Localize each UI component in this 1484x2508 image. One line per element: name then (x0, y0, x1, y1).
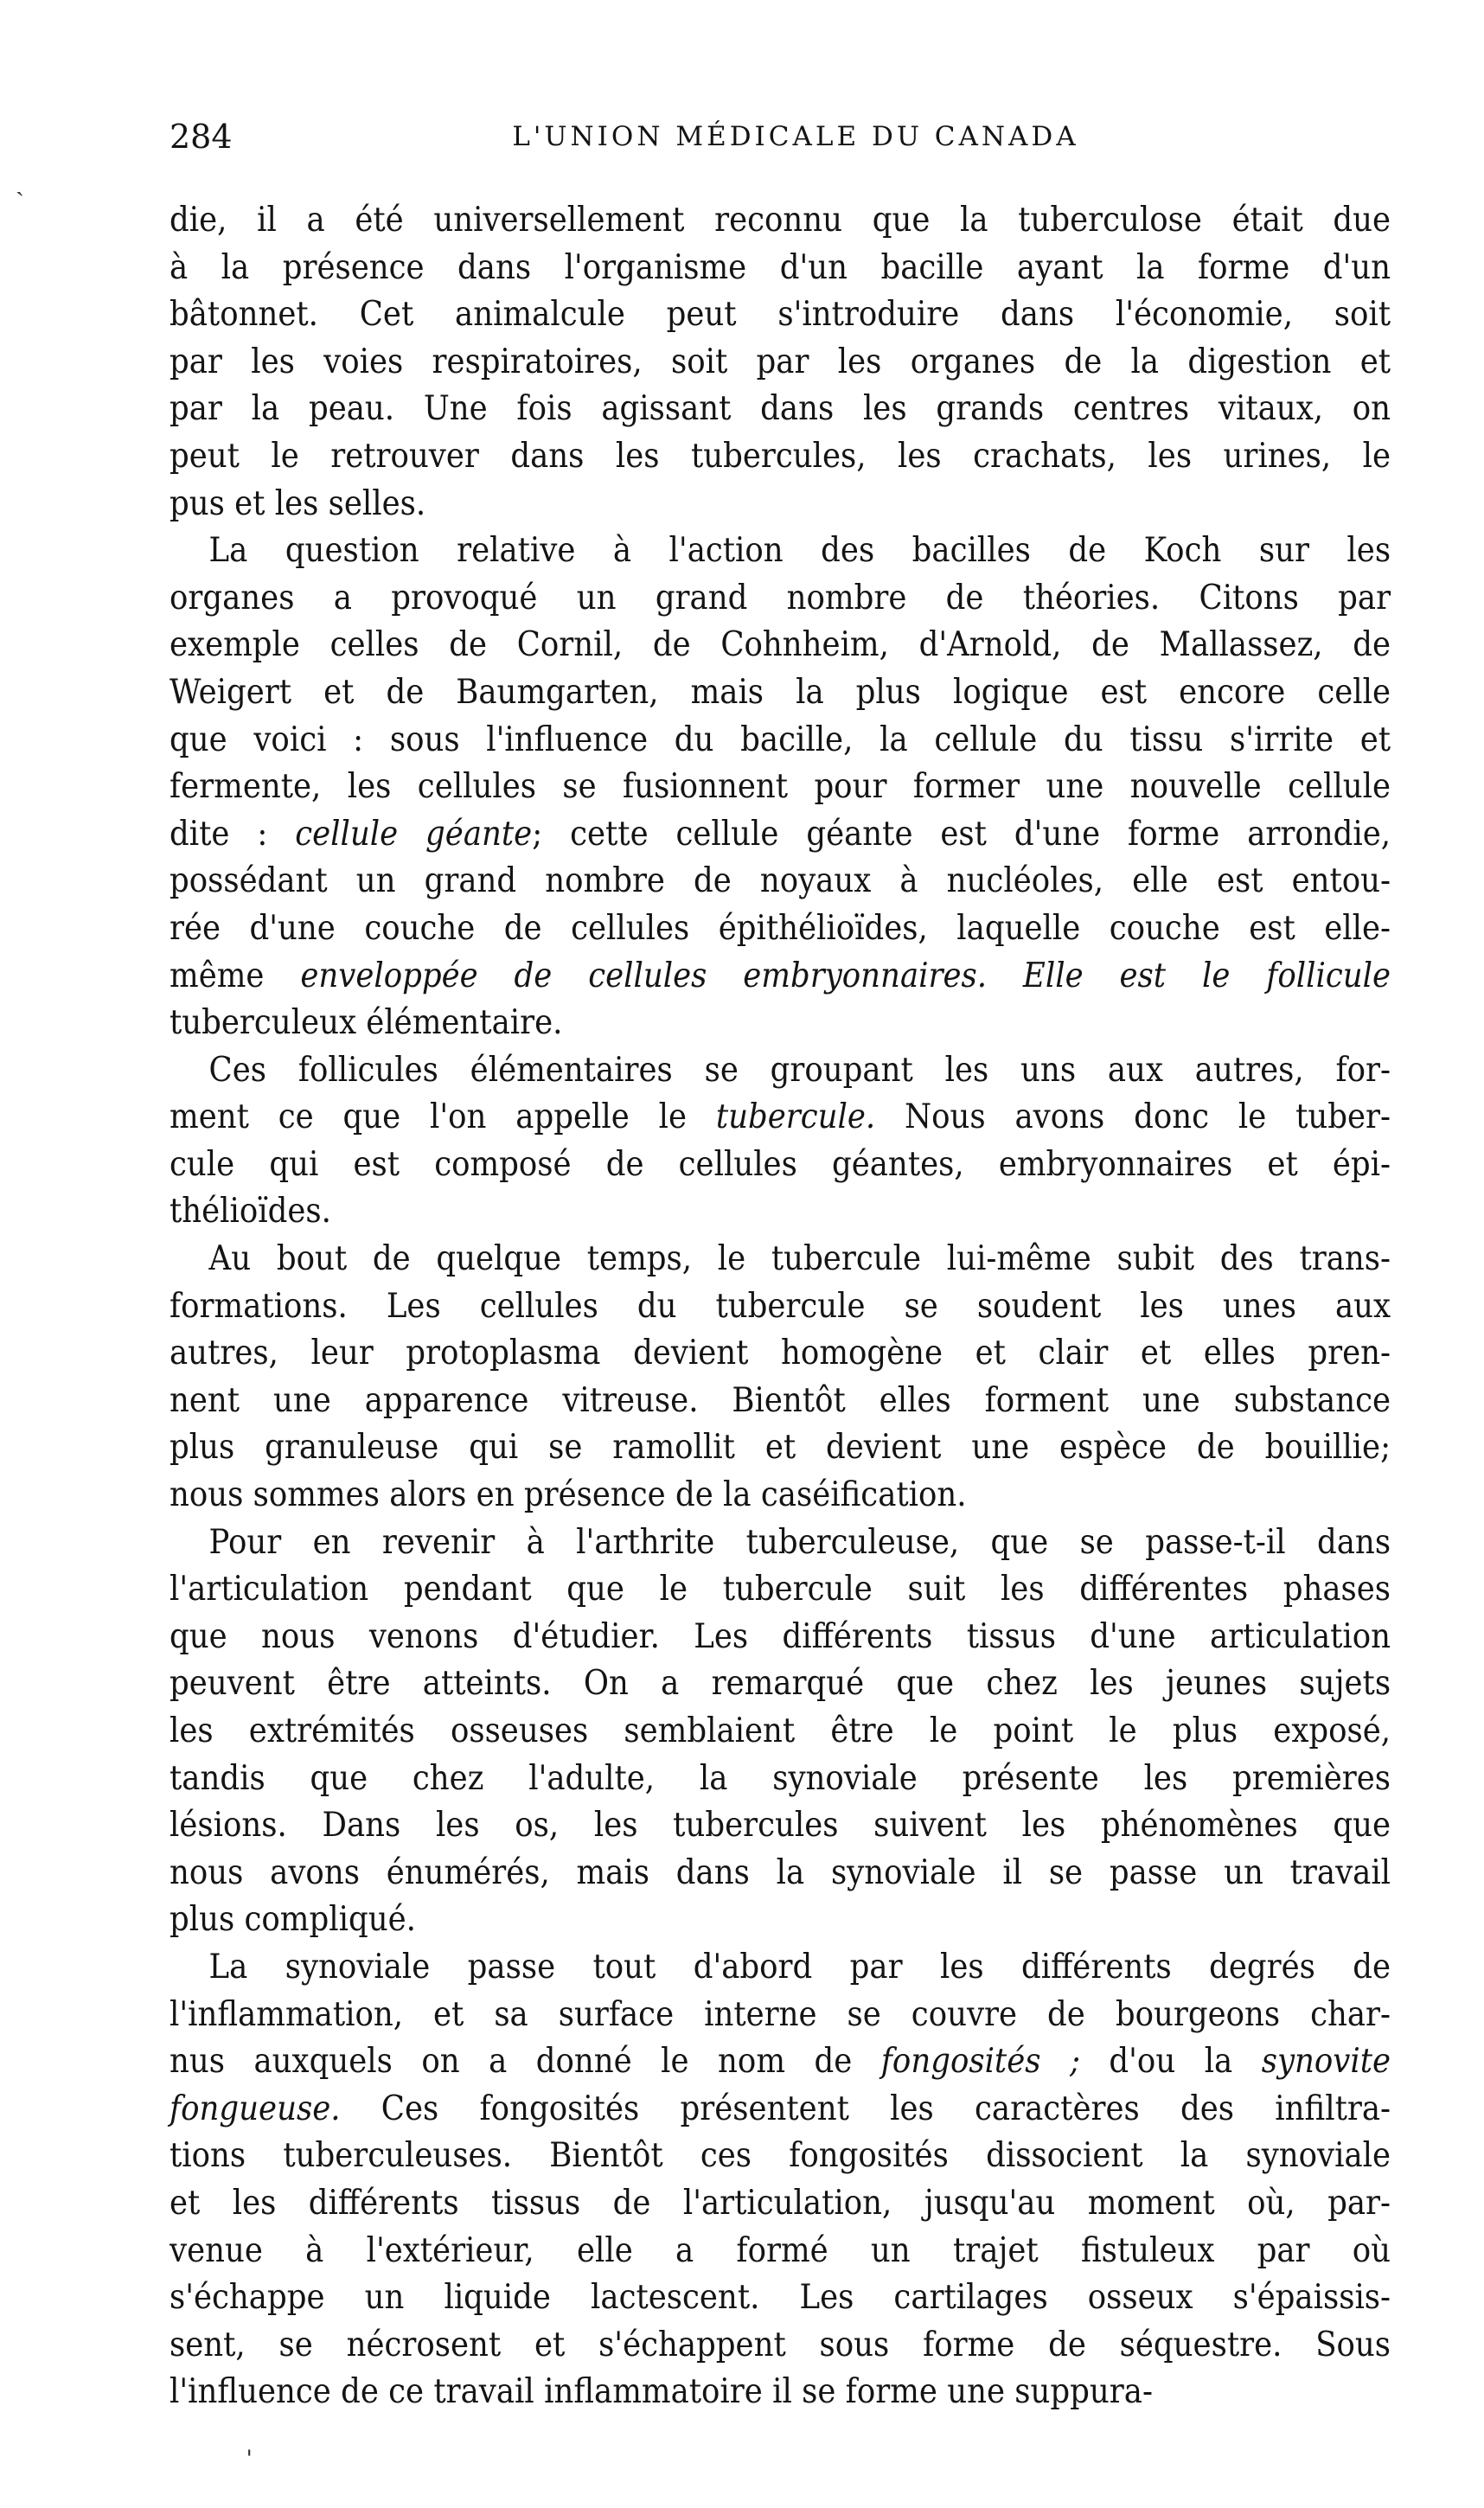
text-line: et les différents tissus de l'articulation, jusqu'au moment où, par- (170, 2183, 1391, 2223)
text-line: formations. Les cellules du tubercule se soudent les unes aux (170, 1286, 1391, 1326)
text-line: possédant un grand nombre de noyaux à nucléoles, elle est entou- (170, 861, 1391, 901)
text-line: peuvent être atteints. On a remarqué que chez les jeunes sujets (170, 1664, 1391, 1704)
text-line: tions tuberculeuses. Bientôt ces fongosités dissocient la synoviale (170, 2136, 1391, 2176)
text-line: par la peau. Une fois agissant dans les grands centres vitaux, on (170, 389, 1391, 429)
text-line: fermente, les cellules se fusionnent pour former une nouvelle cellule (170, 767, 1391, 807)
text-line: bâtonnet. Cet animalcule peut s'introduire dans l'économie, soit (170, 295, 1391, 335)
text-line: Au bout de quelque temps, le tubercule lui-même subit des trans- (208, 1239, 1391, 1279)
italic-term: fongueuse. (170, 2089, 341, 2128)
text-line: les extrémités osseuses semblaient être le point le plus exposé, (170, 1711, 1391, 1750)
text-line: Pour en revenir à l'arthrite tuberculeuse, que se passe-t-il dans (208, 1522, 1391, 1562)
text-line: thélioïdes. (170, 1192, 331, 1232)
text-line: La synoviale passe tout d'abord par les différents degrés de (208, 1947, 1391, 1987)
text-line: même enveloppée de cellules embryonnaires. Elle est le follicule (170, 956, 1391, 995)
body-text (170, 197, 1391, 2416)
italic-term: enveloppée de cellules embryonnaires. Elle est le follicule (300, 956, 1391, 995)
journal-title: L'UNION MÉDICALE DU CANADA (512, 121, 1079, 152)
text-line: que nous venons d'étudier. Les différents tissus d'une articulation (170, 1616, 1391, 1656)
text-line: l'articulation pendant que le tubercule suit les différentes phases (170, 1570, 1391, 1609)
italic-term: tubercule. (715, 1097, 876, 1137)
text-line: tandis que chez l'adulte, la synoviale présente les premières (170, 1758, 1391, 1798)
text-line: lésions. Dans les os, les tubercules suivent les phénomènes que (170, 1806, 1391, 1846)
paragraph (170, 1520, 1391, 1944)
text-line: nent une apparence vitreuse. Bientôt elles forment une substance (170, 1380, 1391, 1420)
text-line: Weigert et de Baumgarten, mais la plus logique est encore celle (170, 672, 1391, 712)
text-line: plus granuleuse qui se ramollit et devient une espèce de bouillie; (170, 1428, 1391, 1468)
text-line: à la présence dans l'organisme d'un bacille ayant la forme d'un (170, 247, 1391, 287)
italic-term: synovite (1261, 2042, 1391, 2082)
bottom-mark: ˌ (246, 2429, 253, 2460)
text-line: l'inflammation, et sa surface interne se couvre de bourgeons char- (170, 1994, 1391, 2034)
text-line: ment ce que l'on appelle le tubercule. Nous avons donc le tuber- (170, 1097, 1391, 1137)
text-line: nous avons énumérés, mais dans la synoviale il se passe un travail (170, 1852, 1391, 1892)
text-line: fongueuse. Ces fongosités présentent les caractères des infiltra- (170, 2089, 1391, 2128)
paragraph (170, 528, 1391, 1047)
text-line: autres, leur protoplasma devient homogène et clair et elles pren- (170, 1334, 1391, 1373)
text-line: plus compliqué. (170, 1900, 416, 1940)
paragraph (170, 1944, 1391, 2416)
paragraph (170, 197, 1391, 528)
text-line: peut le retrouver dans les tubercules, les crachats, les urines, le (170, 436, 1391, 476)
text-line: nus auxquels on a donné le nom de fongosités ; d'ou la synovite (170, 2042, 1391, 2082)
text-line: exemple celles de Cornil, de Cohnheim, d'Arnold, de Mallassez, de (170, 625, 1391, 665)
text-line: rée d'une couche de cellules épithélioïdes, laquelle couche est elle- (170, 908, 1391, 948)
text-line: tuberculeux élémentaire. (170, 1003, 563, 1043)
text-line: l'influence de ce travail inflammatoire il se forme une suppura- (170, 2372, 1153, 2412)
running-head (170, 111, 1396, 163)
text-line: La question relative à l'action des bacilles de Koch sur les (208, 531, 1391, 571)
paragraph (170, 1236, 1391, 1520)
text-line: nous sommes alors en présence de la caséification. (170, 1475, 967, 1515)
text-line: venue à l'extérieur, elle a formé un trajet fistuleux par où (170, 2230, 1391, 2270)
text-line: Ces follicules élémentaires se groupant les uns aux autres, for- (208, 1050, 1391, 1090)
text-line: pus et les selles. (170, 483, 426, 523)
text-line: organes a provoqué un grand nombre de théories. Citons par (170, 578, 1391, 617)
margin-mark: ˎ (16, 167, 24, 197)
italic-term: cellule géante (295, 814, 533, 854)
page-number: 284 (170, 118, 233, 156)
paragraph (170, 1047, 1391, 1236)
text-line: par les voies respiratoires, soit par les organes de la digestion et (170, 342, 1391, 381)
text-line: que voici : sous l'influence du bacille, la cellule du tissu s'irrite et (170, 720, 1391, 759)
text-line: cule qui est composé de cellules géantes, embryonnaires et épi- (170, 1144, 1391, 1184)
italic-term: fongosités ; (880, 2042, 1080, 2082)
text-line: sent, se nécrosent et s'échappent sous forme de séquestre. Sous (170, 2325, 1391, 2364)
text-line: die, il a été universellement reconnu que la tuberculose était due (170, 201, 1391, 240)
text-line: s'échappe un liquide lactescent. Les cartilages osseux s'épaissis- (170, 2278, 1391, 2318)
text-line: dite : cellule géante; cette cellule géante est d'une forme arrondie, (170, 814, 1391, 854)
